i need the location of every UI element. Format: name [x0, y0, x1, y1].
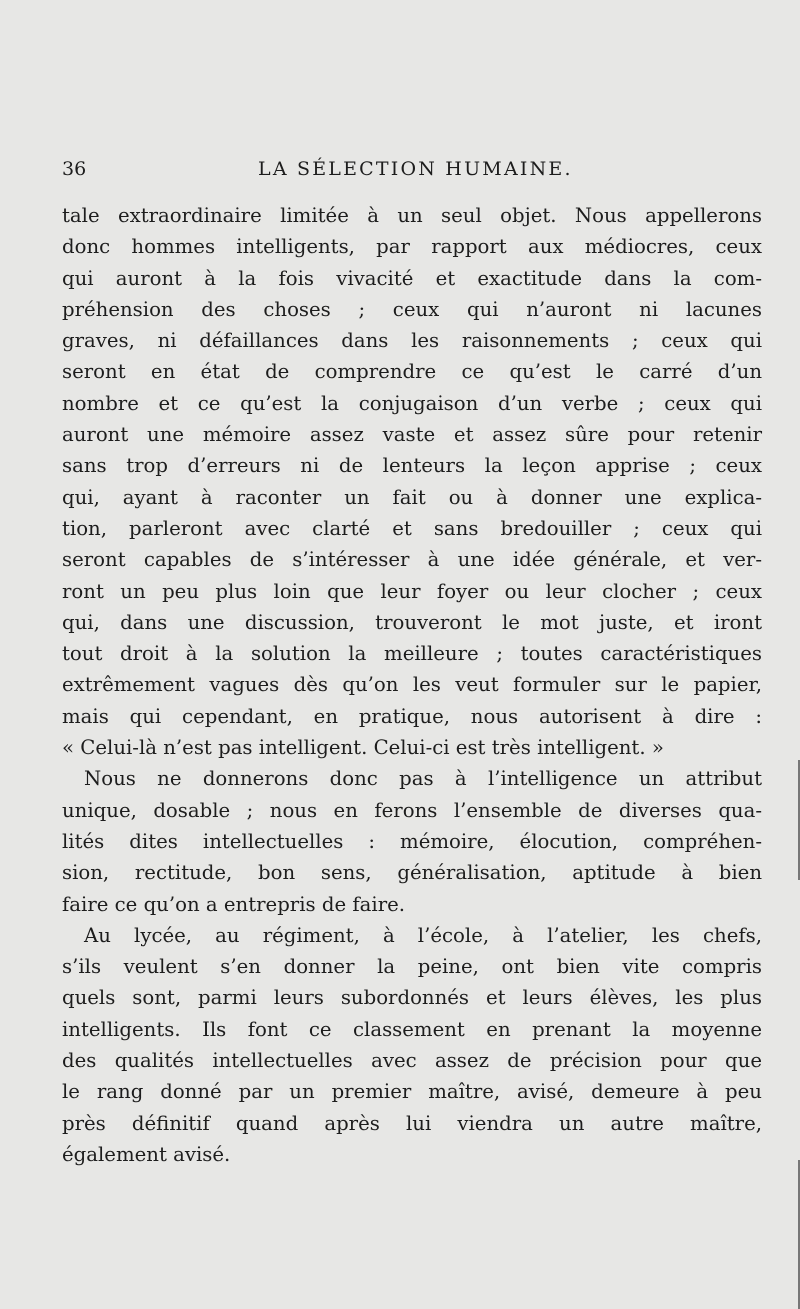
text-line: tale extraordinaire limitée à un seul objet. Nous appellerons	[62, 204, 762, 227]
text-line: le rang donné par un premier maître, avisé, demeure à peu	[62, 1080, 762, 1104]
text-line: tion, parleront avec clarté et sans bredouiller ; ceux qui	[62, 516, 762, 540]
paragraph-last-line: également avisé.	[62, 1142, 231, 1166]
text-line: tout droit à la solution la meilleure ; toutes caractéristiques	[62, 642, 762, 666]
text-line: qui, ayant à raconter un fait ou à donner une explica-	[62, 485, 762, 509]
text-line: ront un peu plus loin que leur foyer ou leur clocher ; ceux	[62, 579, 762, 603]
text-line: auront une mémoire assez vaste et assez sûre pour retenir	[62, 423, 762, 447]
text-line: seront en état de comprendre ce qu’est le carré d’un	[62, 360, 762, 384]
text-line: nombre et ce qu’est la conjugaison d’un verbe ; ceux qui	[62, 391, 762, 415]
text-line: unique, dosable ; nous en ferons l’ensemble de diverses qua-	[62, 798, 762, 822]
text-line: quels sont, parmi leurs subordonnés et leurs élèves, les plus	[62, 986, 762, 1010]
text-line: « Celui-là n’est pas intelligent. Celui-ci est très intelligent. »	[62, 736, 664, 760]
text-line: qui, dans une discussion, trouveront le mot juste, et iront	[62, 610, 762, 634]
page-header	[62, 158, 752, 188]
body-text	[62, 200, 762, 1170]
text-line: sion, rectitude, bon sens, généralisation, aptitude à bien	[62, 861, 762, 885]
paragraph-last-line: faire ce qu’on a entrepris de faire.	[62, 892, 406, 916]
page-number: 36	[62, 158, 87, 180]
text-line: près définitif quand après lui viendra un autre maître,	[62, 1111, 762, 1135]
text-line: extrêmement vagues dès qu’on les veut formuler sur le papier,	[62, 673, 762, 697]
paragraph-first-line: Au lycée, au régiment, à l’école, à l’atelier, les chefs,	[84, 923, 762, 947]
text-line: graves, ni défaillances dans les raisonnements ; ceux qui	[62, 329, 762, 353]
paragraph-first-line: Nous ne donnerons donc pas à l’intelligence un attribut	[84, 767, 762, 791]
text-line: préhension des choses ; ceux qui n’auront ni lacunes	[62, 297, 762, 321]
text-line: seront capables de s’intéresser à une idée générale, et ver-	[62, 548, 762, 572]
text-line: qui auront à la fois vivacité et exactitude dans la com-	[62, 266, 762, 290]
text-line: mais qui cependant, en pratique, nous autorisent à dire :	[62, 704, 762, 728]
text-line: donc hommes intelligents, par rapport aux médiocres, ceux	[62, 235, 762, 259]
text-line: lités dites intellectuelles : mémoire, élocution, compréhen-	[62, 829, 762, 853]
running-head: LA SÉLECTION HUMAINE.	[258, 158, 573, 180]
text-line: s’ils veulent s’en donner la peine, ont bien vite compris	[62, 955, 762, 979]
text-line: sans trop d’erreurs ni de lenteurs la leçon apprise ; ceux	[62, 454, 762, 478]
text-line: intelligents. Ils font ce classement en prenant la moyenne	[62, 1017, 762, 1041]
text-line: des qualités intellectuelles avec assez de précision pour que	[62, 1049, 762, 1073]
